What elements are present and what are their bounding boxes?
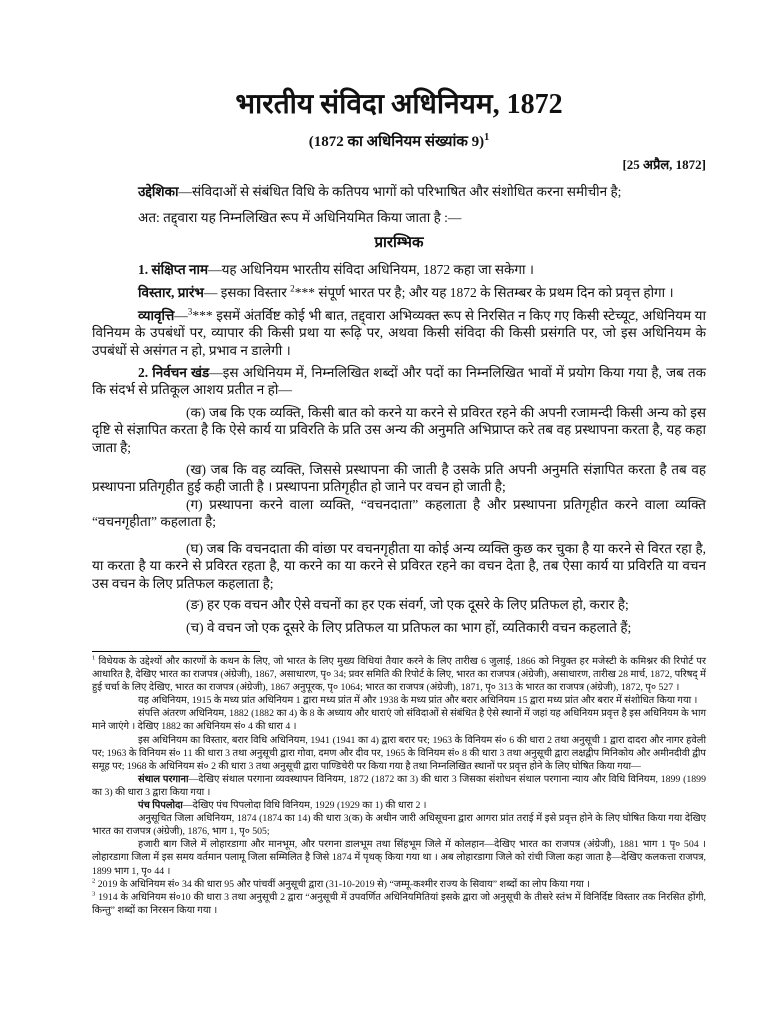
footnote-2 (92, 878, 706, 891)
footnote-ref-3: 3 (187, 306, 193, 316)
footnote-2-text: 2019 के अधिनियम सं० 34 की धारा 95 और पांचवीं अनुसूची द्वारा (31-10-2019 से) “जम्मू-कश्मीर राज्य के सिवाय” शब्दों का लोप किया गया । (95, 878, 590, 890)
extent-text-before: — इसका विस्तार (203, 284, 291, 300)
section-2-interpretation (92, 364, 706, 399)
extent-label: विस्तार, प्रारंभ (138, 284, 204, 300)
section-1-short-title (92, 261, 706, 279)
footnote-1-mark: 1 (92, 654, 96, 662)
preamble-paragraph (92, 183, 706, 201)
footnote-scheduled-districts: अनुसूचित जिला अधिनियम, 1874 (1874 का 14) की धारा 3(क) के अधीन जारी अधिसूचना द्वारा आगरा प्रांत तराई में इसे प्रवृत्त होने के लिए घोषित किया गया देखिए भारत का राजपत्र (अंग्रेजी), 1876, भाग 1, पृ० 505; (92, 813, 706, 838)
footnote-ref-2: 2 (290, 283, 295, 293)
act-number-text: (1872 का अधिनियम संख्यांक 9) (308, 134, 485, 150)
extent-commencement (92, 284, 706, 302)
preamble-label: उद्देशिका (138, 184, 179, 199)
clause-kha: (ख) जब कि वह व्यक्ति, जिससे प्रस्थापना की जाती है उसके प्रति अपनी अनुमति संज्ञापित करता है तब वह प्रस्थापना प्रतिगृहीत हुई कही जाती है । प्रस्थापना प्रतिगृहीत हो जाने पर वचन हो जाती है; (92, 461, 706, 494)
footnote-santhal (92, 773, 706, 799)
footnote-extension: इस अधिनियम का विस्तार, बरार विधि अधिनियम, 1941 (1941 का 4) द्वारा बरार पर; 1963 के विनियम सं० 6 की धारा 2 तथा अनुसूची 1 द्वारा दादरा और नागर हवेली पर; 1963 के विनियम सं० 11 की धारा 3 तथा अनुसूची द्वारा गोवा, दमण और दीव पर, 1965 के विनियम सं० 8 की धारा 3 तथा अनुसूची द्वारा लक्षद्वीप मिनिकोय और अमीनदीवी द्वीप समूह पर; 1968 के अधिनियम सं० 2 की धारा 3 तथा अनुसूची द्वारा पाण्डिचेरी पर किया गया है तथा निम्नलिखित स्थानों पर प्रवृत्त होने के लिए घोषित किया गया— (92, 734, 706, 772)
footnote-2-mark: 2 (92, 877, 96, 885)
saving-label: व्यावृत्ति (138, 307, 175, 323)
footnote-ref-1: 1 (484, 132, 490, 143)
section-2-text: —इस अधिनियम में, निम्नलिखित शब्दों और पदों का निम्नलिखित भावों में प्रयोग किया गया है, जब तक कि संदर्भ से प्रतिकूल आशय प्रतीत न हो— (92, 364, 706, 397)
footnote-property-act: संपत्ति अंतरण अधिनियम, 1882 (1882 का 4) के 8 के अध्याय और धाराएं जो संविदाओं से संबंधित है ऐसे स्थानों में जहां यह अधिनियम प्रवृत्त है इस अधिनियम के भाग माने जाएंगे । देखिए 1882 का अधिनियम सं० 4 की धारा 4 । (92, 708, 706, 733)
clause-gha: (घ) जब कि वचनदाता की वांछा पर वचनगृहीता या कोई अन्य व्यक्ति कुछ कर चुका है या करने से विरत रहा है, या करता है या करने से प्रविरत रहता है, या करने का या करने से प्रविरत रहने का वचन देता है, तब ऐसा कार्य या प्रविरति या वचन उस वचन के लिए प्रतिफल कहलाता है; (92, 540, 706, 591)
enacting-formula: अत: तद्द्वारा यह निम्नलिखित रूप में अधिनियमित किया जाता है :— (138, 210, 462, 225)
footnote-1-text: विधेयक के उद्देश्यों और कारणों के कथन के लिए, जो भारत के लिए मुख्य विधियां तैयार करने के लिए तारीख 6 जुलाई, 1866 को नियुक्त हर मजेस्टी के कमिश्नर की रिपोर्ट पर आधारित है, देखिए भारत का राजपत्र (अंग्रेजी), 1867, असाधारण, पृ० 34; प्रवर समिति की रिपोर्ट के लिए, भारत का राजपत्र (अंग्रेजी), असाधारण, तारीख 28 मार्च, 1872, परिषद् में हुई चर्चा के लिए देखिए, भारत का राजपत्र (अंग्रेजी), 1867 अनुपूरक, पृ० 1064; भारत का राजपत्र (अंग्रेजी), 1871, पृ० 313 के भारत का राजपत्र (अंग्रेजी), 1872, पृ० 527 । (92, 656, 706, 694)
footnote-panch-text: —देखिए पंच पिपलोदा विधि विनियम, 1929 (1929 का 1) की धारा 2 । (182, 800, 427, 812)
clause-cha: (च) वे वचन जो एक दूसरे के लिए प्रतिफल या प्रतिफल का भाग हों, व्यतिकारी वचन कहलाते हैं; (186, 619, 632, 635)
footnote-1 (92, 655, 706, 694)
footnote-panch (92, 799, 706, 812)
section-2-label: 2. निर्वचन खंड (138, 364, 210, 380)
document-title: भारतीय संविदा अधिनियम, 1872 (235, 89, 563, 120)
footnotes-section (92, 655, 706, 917)
clause-ka: (क) जब कि एक व्यक्ति, किसी बात को करने या करने से प्रविरत रहने की अपनी रजामन्दी किसी अन्य को इस दृष्टि से संज्ञापित करता है कि ऐसे कार्य या प्रविरति के प्रति उस अन्य की अनुमति अभिप्राप्त करे तब वह प्रस्थापना करता है, यह कहा जाता है; (92, 404, 706, 455)
act-number-subtitle (92, 132, 706, 152)
section-1-label: 1. संक्षिप्त नाम (138, 261, 209, 277)
footnote-santhal-label: संथाल परगाना (138, 773, 189, 785)
chapter-heading: प्रारम्भिक (374, 234, 424, 251)
footnote-hazaribagh: हजारी बाग जिले में लोहारडागा और मानभूम, और परगना डालभूम तथा सिंहभूम जिले में कोलहान—देखिए भारत का राजपत्र (अंग्रेजी), 1881 भाग 1 पृ० 504 । लोहारडागा जिला में इस समय वर्तमान पलामू जिला सम्मिलित है जिसे 1874 में पृथक् किया गया था । अब लोहारडागा जिले को रांची जिला कहा जाता है—देखिए कलकत्ता राजपत्र, 1899 भाग 1, पृ० 44 । (92, 839, 706, 877)
saving-clause (92, 307, 706, 360)
footnote-3-text: 1914 के अधिनियम सं०10 की धारा 3 तथा अनुसूची 2 द्वारा “अनुसूची में उपवर्णित अधिनियमितियां इसके द्वारा जो अनुसूची के तीसरे स्तंभ में विनिर्दिष्ट विस्तार तक निरसित होंगी, किन्तु” शब्दों का निरसन किया गया । (92, 891, 706, 916)
saving-text-after: *** इसमें अंतर्विष्ट कोई भी बात, तद्द्वारा अभिव्यक्त रूप से निरसित न किए गए किसी स्टेच्यूट, अधिनियम या विनियम के उपबंधों पर, व्यापार की किसी प्रथा या रूढ़ि पर, अथवा किसी संविदा की किसी प्रसंगति पर, जो इस अधिनियम के उपबंधों से असंगत न हो, प्रभाव न डालेगी । (92, 307, 706, 358)
footnote-santhal-text: —देखिए संथाल परगाना व्यवस्थापन विनियम, 1872 (1872 का 3) की धारा 3 जिसका संशोधन संथाल परगाना न्याय और विधि विनियम, 1899 (1899 का 3) की धारा 3 द्वारा किया गया । (92, 773, 706, 798)
clause-ga: (ग) प्रस्थापना करने वाला व्यक्ति, “वचनदाता” कहलाता है और प्रस्थापना प्रतिगृहीत करने वाला व्यक्ति “वचनगृहीता” कहलाता है; (92, 496, 706, 529)
footnote-3-mark: 3 (92, 890, 96, 898)
section-1-text: —यह अधिनियम भारतीय संविदा अधिनियम, 1872 कहा जा सकेगा । (208, 261, 534, 277)
preamble-text: —संविदाओं से संबंधित विधि के कतिपय भागों को परिभाषित और संशोधित करना समीचीन है; (178, 184, 622, 199)
footnote-panch-label: पंच पिपलोदा (138, 800, 183, 812)
enactment-date: [25 अप्रैल, 1872] (622, 157, 706, 172)
saving-text-before: — (174, 307, 188, 323)
extent-text-after: *** संपूर्ण भारत पर है; और यह 1872 के सितम्बर के प्रथम दिन को प्रवृत्त होगा । (294, 284, 674, 300)
footnote-3 (92, 891, 706, 917)
clause-nga: (ङ) हर एक वचन और ऐसे वचनों का हर एक संवर्ग, जो एक दूसरे के लिए प्रतिफल हो, करार है; (186, 596, 629, 612)
footnote-amendment-cp: यह अधिनियम, 1915 के मध्य प्रांत अधिनियम 1 द्वारा मध्य प्रांत में और 1938 के मध्य प्रांत और बरार अधिनियम 15 द्वारा मध्य प्रांत और बरार में संशोधित किया गया । (138, 695, 698, 707)
footnote-divider (92, 651, 260, 652)
